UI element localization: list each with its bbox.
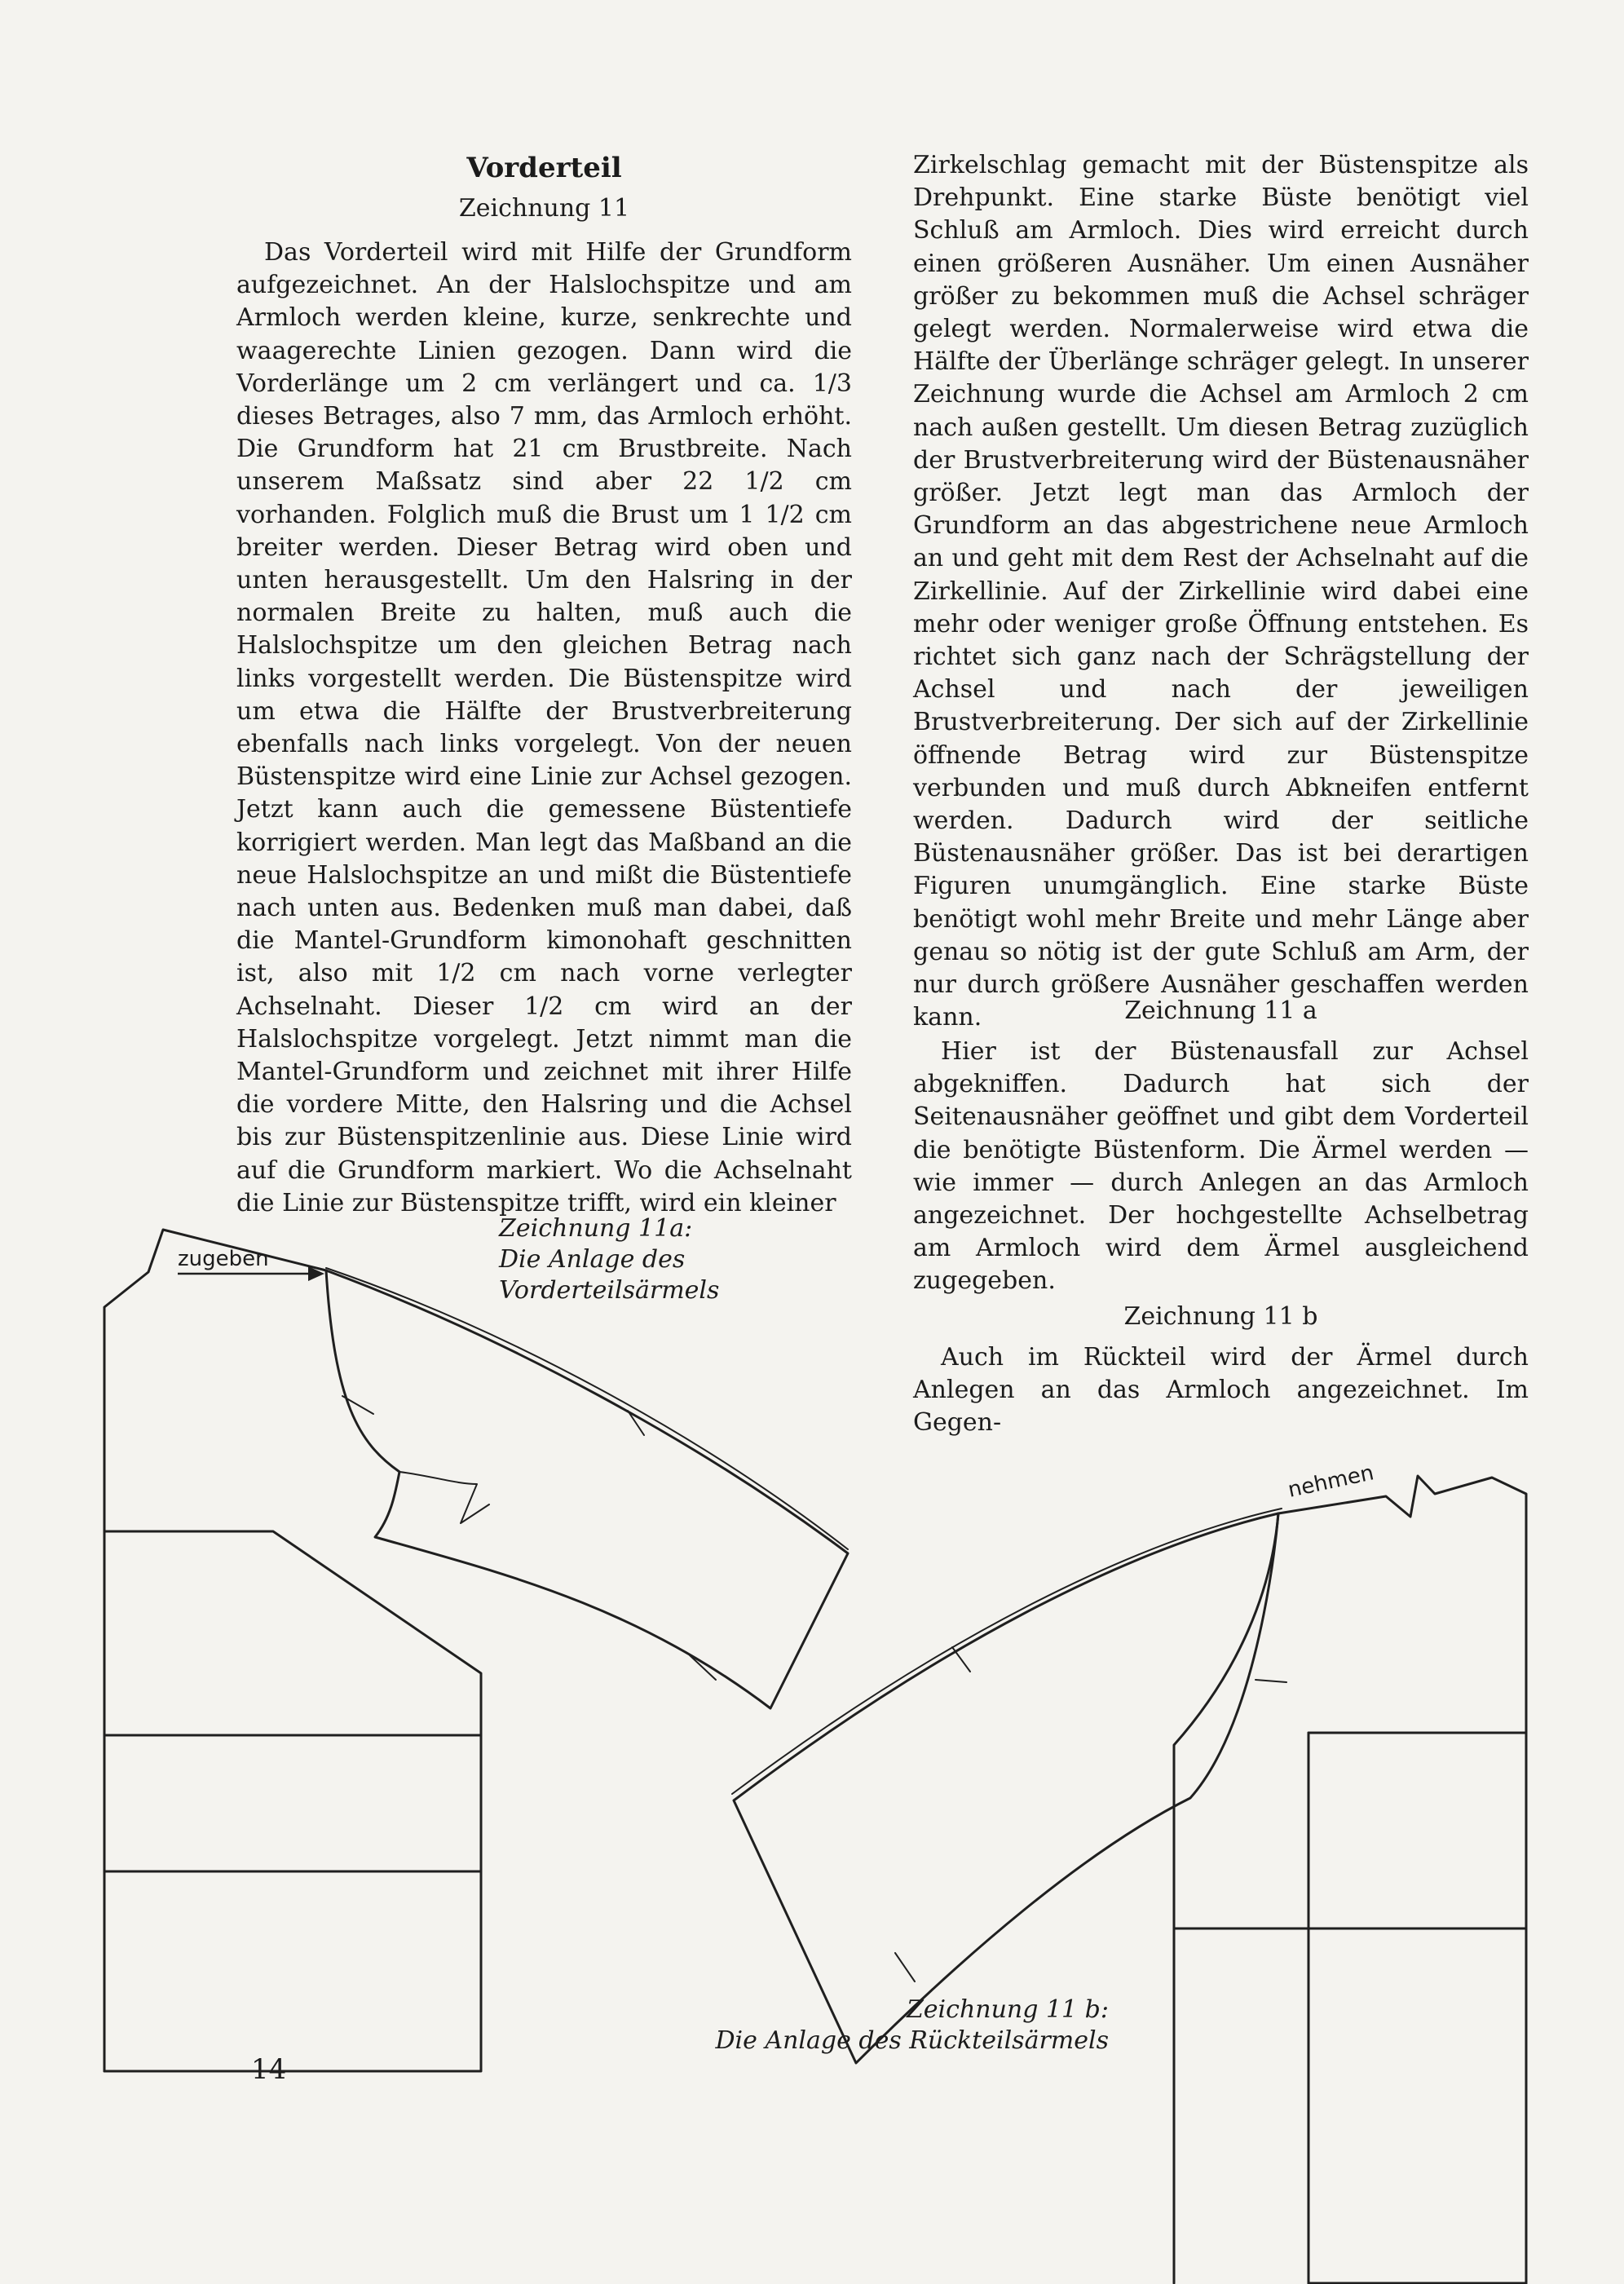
drawing-11a-heading: Zeichnung 11 a [1124, 996, 1317, 1025]
figure-11b-back-piece [1174, 1476, 1526, 2283]
nehmen-label: nehmen [1286, 1460, 1376, 1503]
figure-11b-caption-title: Zeichnung 11 b: [906, 1995, 1109, 2024]
left-paragraph: Das Vorderteil wird mit Hilfe der Grundform aufgezeichnet. An der Halslochspitze und am Armloch werden kleine, kurze, senkrechte und waagerechte Linien gezogen. Dann wird die Vorderlänge um 2 cm verlängert und ca. 1/3 dieses Betrages, also 7 mm, das Armloch erhöht. Die Grundform hat 21 cm Brustbreite. Nach unserem Maßsatz sind aber 22 1/2 cm vorhanden. Folglich muß die Brust um 1 1/2 cm breiter werden. Dieser Betrag wird oben und unten herausgestellt. Um den Halsring in der normalen Breite zu halten, muß auch die Halslochspitze um den gleichen Betrag nach links vorgestellt werden. Die Büstenspitze wird um etwa die Hälfte der Brustverbreiterung ebenfalls nach links vorgelegt. Von der neuen Büstenspitze wird eine Linie zur Achsel gezogen. Jetzt kann auch die gemessene Büstentiefe korrigiert werden. Man legt das Maßband an die neue Halslochspitze an und mißt die Büstentiefe nach unten aus. Bedenken muß man dabei, daß die Mantel-Grundform kimonohaft geschnitten ist, also mit 1/2 cm nach vorne verlegter Achselnaht. Dieser 1/2 cm wird an der Halslochspitze vorgelegt. Jetzt nimmt man die Mantel-Grundform und zeichnet mit ihrer Hilfe die vordere Mitte, den Halsring und die Achsel bis zur Büstenspitzenlinie aus. Diese Linie wird auf die Grundform markiert. Wo die Achselnaht die Linie zur Büstenspitze trifft, wird ein kleiner [236, 238, 852, 1217]
drawing-11-heading: Zeichnung 11 [458, 194, 630, 223]
section-title: Vorderteil [466, 152, 622, 184]
right-paragraph-2: Hier ist der Büstenausfall zur Achsel abgekniffen. Dadurch hat sich der Seitenausnäher geöffnet und gibt dem Vorderteil die benötigte Büstenform. Die Ärmel werden — wie immer — durch Anlegen an das Armloch angezeichnet. Der hochgestellte Achselbetrag am Armloch wird dem Ärmel ausgleichend zugegeben. [913, 1037, 1529, 1296]
zugeben-label: zugeben [178, 1247, 269, 1271]
right-paragraph-1: Zirkelschlag gemacht mit der Büstenspitze als Drehpunkt. Eine starke Büste benötigt viel Schluß am Armloch. Dies wird erreicht durch einen größeren Ausnäher. Um einen Ausnäher größer zu bekommen muß die Achsel schräger gelegt werden. Normalerweise wird etwa die Hälfte der Überlänge schräger gelegt. In unserer Zeichnung wurde die Achsel am Armloch 2 cm nach außen gestellt. Um diesen Betrag zuzüglich der Brustverbreiterung wird der Büstenausnäher größer. Jetzt legt man das Armloch der Grundform an das abgestrichene neue Armloch an und geht mit dem Rest der Achselnaht auf die Zirkellinie. Auf der Zirkellinie wird dabei eine mehr oder weniger große Öffnung entstehen. Es richtet sich ganz nach der Schrägstellung der Achsel und nach der jeweiligen Brustverbreiterung. Der sich auf der Zirkellinie öffnende Betrag wird zur Büstenspitze verbunden und muß durch Abkneifen entfernt werden. Dadurch wird der seitliche Büstenausnäher größer. Das ist bei derartigen Figuren unumgänglich. Eine starke Büste benötigt wohl mehr Breite und mehr Länge aber genau so nötig ist der gute Schluß am Arm, der nur durch größere Ausnäher geschaffen werden kann. [913, 151, 1529, 1032]
drawing-11b-heading: Zeichnung 11 b [1123, 1302, 1318, 1331]
figure-11a-front-piece [104, 1230, 481, 2071]
right-paragraph-3: Auch im Rückteil wird der Ärmel durch Anlegen an das Armloch angezeichnet. Im Gegen- [913, 1343, 1529, 1438]
figure-11a-sleeve [326, 1268, 848, 1708]
figure-11b-caption-text: Die Anlage des Rückteilsärmels [715, 2026, 1109, 2055]
figure-11a-caption-text: Die Anlage des Vorderteilsärmels [499, 1245, 720, 1305]
figure-11a-caption-title: Zeichnung 11a: [499, 1214, 693, 1243]
figure-11b-sleeve [732, 1509, 1286, 2063]
page-number: 14 [251, 2053, 287, 2086]
